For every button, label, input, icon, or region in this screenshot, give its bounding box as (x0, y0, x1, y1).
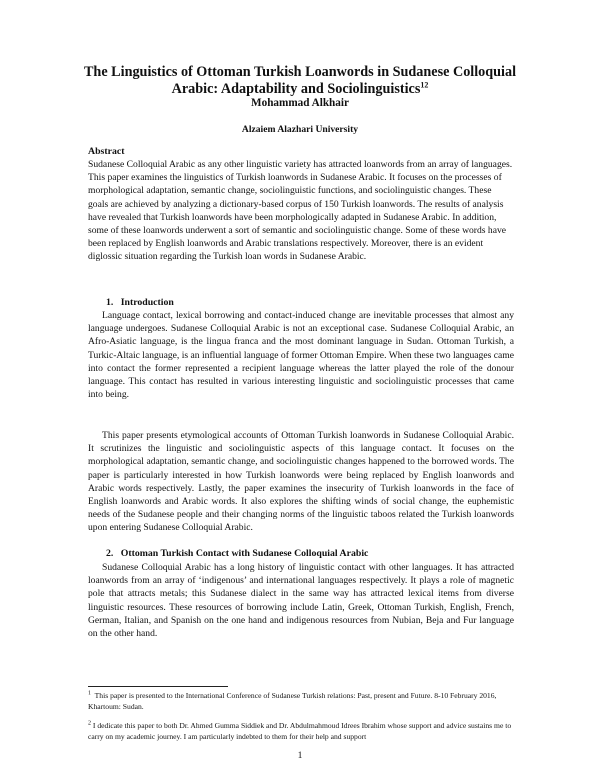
introduction-paragraph-2: This paper presents etymological accounts of Ottoman Turkish loanwords in Sudanese Colloquial Arabic. It scrutinizes the linguistic and sociolinguistic aspects of this language contact. It focuses on the morphological adaptation, semantic change, and sociolinguistic changes happened to the borrowed words. The paper is particularly interested in how Turkish loanwords were being replaced by English loanwords and Arabic words respectively. Lastly, the paper examines the insecurity of Turkish loanwords in the face of English loanwords and Arabic words. It also explores the shifting winds of social change, the euphemistic needs of the Sudanese people and their changing norms of the linguistic taboos related the Turkish loanwords upon entering Sudanese Colloquial Arabic. (88, 430, 514, 534)
introduction-paragraph-1: Language contact, lexical borrowing and contact-induced change are inevitable processes that almost any language undergoes. Sudanese Colloquial Arabic is not an exceptional case. Sudanese Colloquial Arabic, an Afro-Asiatic language, is the lingua franca and the most dominant language in Sudan. Ottoman Turkish, a Turkic-Altaic language, is an influential language of former Ottoman Empire. When these two languages came into contact the former represented a recipient language whereas the latter played the role of the donour language. This contact has resulted in various interesting linguistic and sociolinguistic processes that came into being. (88, 310, 514, 401)
author-name: Mohammad Alkhair (251, 97, 349, 109)
footnote-divider (88, 686, 228, 687)
footnote-1-mark: 1 (88, 690, 91, 697)
ottoman-contact-paragraph-1: Sudanese Colloquial Arabic has a long history of linguistic contact with other languages. It has attracted loanwords from an array of ‘indigenous’ and international languages respectively. It plays a role of magnetic pole that attracts metals; this Sudanese dialect in the same way has attracted lexical items from diverse linguistic resources. These resources of borrowing include Latin, Greek, Ottoman Turkish, English, French, German, Italian, and Spanish on the one hand and indigenous resources from Nubian, Beja and Fur language on the other hand. (88, 562, 514, 640)
footnote-1 (88, 690, 520, 712)
paper-title-text: The Linguistics of Ottoman Turkish Loanwords in Sudanese Colloquial Arabic: Adaptability and Sociolinguistics (83, 64, 517, 97)
section-heading-ottoman-contact: 2. Ottoman Turkish Contact with Sudanese Colloquial Arabic (106, 548, 369, 559)
abstract-text: Sudanese Colloquial Arabic as any other linguistic variety has attracted loanwords from an array of languages. This paper examines the linguistics of Turkish loanwords in Sudanese Arabic. It focuses on the processes of morphological adaptation, semantic change, sociolinguistic functions, and sociolinguistic changes. These goals are achieved by analyzing a dictionary-based corpus of 150 Turkish loanwords. The results of analysis have revealed that Turkish loanwords have been morphologically adapted in Sudanese Arabic. In addition, some of these loanwords underwent a sort of semantic and sociolinguistic change. Some of these words have been replaced by English loanwords and Arabic translations respectively. Moreover, there is an evident diglossic situation regarding the Turkish loan words in Sudanese Arabic. (88, 159, 513, 263)
footnote-2-mark: 2 (88, 720, 91, 727)
footnote-1-text: This paper is presented to the International Conference of Sudanese Turkish relations: Past, present and Future. 8-10 February 2016, Khartoum: Sudan. (88, 691, 497, 711)
section-heading-introduction: 1. Introduction (106, 297, 174, 308)
page-number: 1 (297, 750, 303, 761)
abstract-heading: Abstract (88, 146, 125, 157)
title-footnote-marks: 12 (420, 80, 429, 90)
footnote-2-text: I dedicate this paper to both Dr. Ahmed Gumma Siddiek and Dr. Abdulmahmoud Idrees Ibrahim whose support and advice sustains me to carry on my academic journey. I am particularly indebted to them for their help and support (88, 721, 512, 741)
author-affiliation: Alzaiem Alazhari University (241, 124, 359, 135)
footnote-2 (88, 720, 520, 742)
paper-title (60, 64, 540, 98)
